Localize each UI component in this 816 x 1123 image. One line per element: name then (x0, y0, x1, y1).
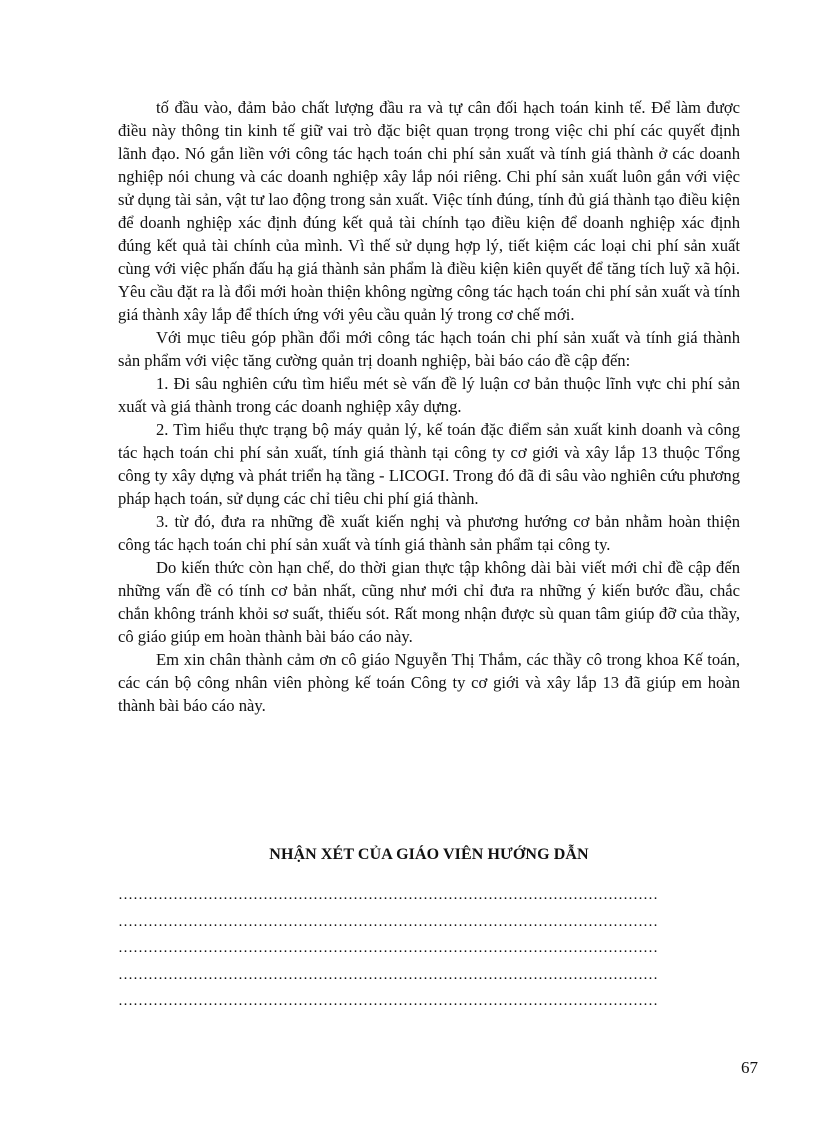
paragraph-acknowledgements: Em xin chân thành cảm ơn cô giáo Nguyễn Thị Thắm, các thầy cô trong khoa Kế toán, các cán bộ công nhân viên phòng kế toán Công ty cơ giới và xây lắp 13 đã giúp em hoàn thành bài báo cáo này. (118, 650, 740, 715)
comment-line: ……………………………………………………………………………………………… (118, 913, 658, 930)
comment-section-heading: NHẬN XÉT CỦA GIÁO VIÊN HƯỚNG DẪN (269, 846, 589, 863)
comment-line: ……………………………………………………………………………………………… (118, 887, 658, 903)
body-text (118, 96, 740, 717)
paragraph-intro-continued: tố đầu vào, đảm bảo chất lượng đầu ra và tự cân đối hạch toán kinh tế. Để làm được điều này thông tin kinh tế giữ vai trò đặc biệt quan trọng trong việc chi phí các quyết định lãnh đạo. Nó gắn liền với công tác hạch toán chi phí sản xuất và tính giá thành ở các doanh nghiệp nói chung và các doanh nghiệp xây lắp nói riêng. Chi phí sản xuất luôn gắn với việc sử dụng tài sản, vật tư lao động trong sản xuất. Việc tính đúng, tính đủ giá thành tạo điều kiện để doanh nghiệp xác định đúng kết quả tài chính tạo điều kiện để doanh nghiệp xác định đúng kết quả tài chính của mình. Vì thế sử dụng hợp lý, tiết kiệm các loại chi phí sản xuất cùng với việc phấn đấu hạ giá thành sản phẩm là điều kiện kiên quyết để tăng tích luỹ xã hội. Yêu cầu đặt ra là đổi mới hoàn thiện không ngừng công tác hạch toán chi phí sản xuất và tính giá thành xây lắp để thích ứng với yêu cầu quản lý trong cơ chế mới. (118, 98, 740, 324)
page-number: 67 (741, 1058, 758, 1077)
paragraph-objectives: Với mục tiêu góp phần đổi mới công tác hạch toán chi phí sản xuất và tính giá thành sản phẩm với việc tăng cường quản trị doanh nghiệp, bài báo cáo đề cập đến: (118, 328, 740, 370)
paragraph-item-2: 2. Tìm hiểu thực trạng bộ máy quản lý, kế toán đặc điểm sản xuất kinh doanh và công tác hạch toán chi phí sản xuất, tính giá thành tại công ty cơ giới và xây lắp 13 thuộc Tổng công ty xây dựng và phát triển hạ tầng - LICOGI. Trong đó đã đi sâu vào nghiên cứu phương pháp hạch toán, sử dụng các chỉ tiêu chi phí giá thành. (118, 420, 740, 508)
comment-lines (118, 882, 740, 1015)
paragraph-item-3: 3. từ đó, đưa ra những đề xuất kiến nghị và phương hướng cơ bản nhằm hoàn thiện công tác hạch toán chi phí sản xuất và tính giá thành sản phẩm tại công ty. (118, 512, 740, 554)
paragraph-limitations: Do kiến thức còn hạn chế, do thời gian thực tập không dài bài viết mới chỉ đề cập đến những vấn đề có tính cơ bản nhất, cũng như mới chỉ đưa ra những ý kiến bước đầu, chắc chắn không tránh khỏi sơ suất, thiếu sót. Rất mong nhận được sù quan tâm giúp đỡ của thầy, cô giáo giúp em hoàn thành bài báo cáo này. (118, 558, 740, 646)
comment-line: ……………………………………………………………………………………………… (118, 940, 658, 956)
comment-line: ……………………………………………………………………………………………… (118, 966, 658, 983)
comment-line: ……………………………………………………………………………………………… (118, 993, 658, 1009)
paragraph-item-1: 1. Đi sâu nghiên cứu tìm hiểu mét sè vấn đề lý luận cơ bản thuộc lĩnh vực chi phí sản xuất và giá thành trong các doanh nghiệp xây dựng. (118, 374, 740, 416)
